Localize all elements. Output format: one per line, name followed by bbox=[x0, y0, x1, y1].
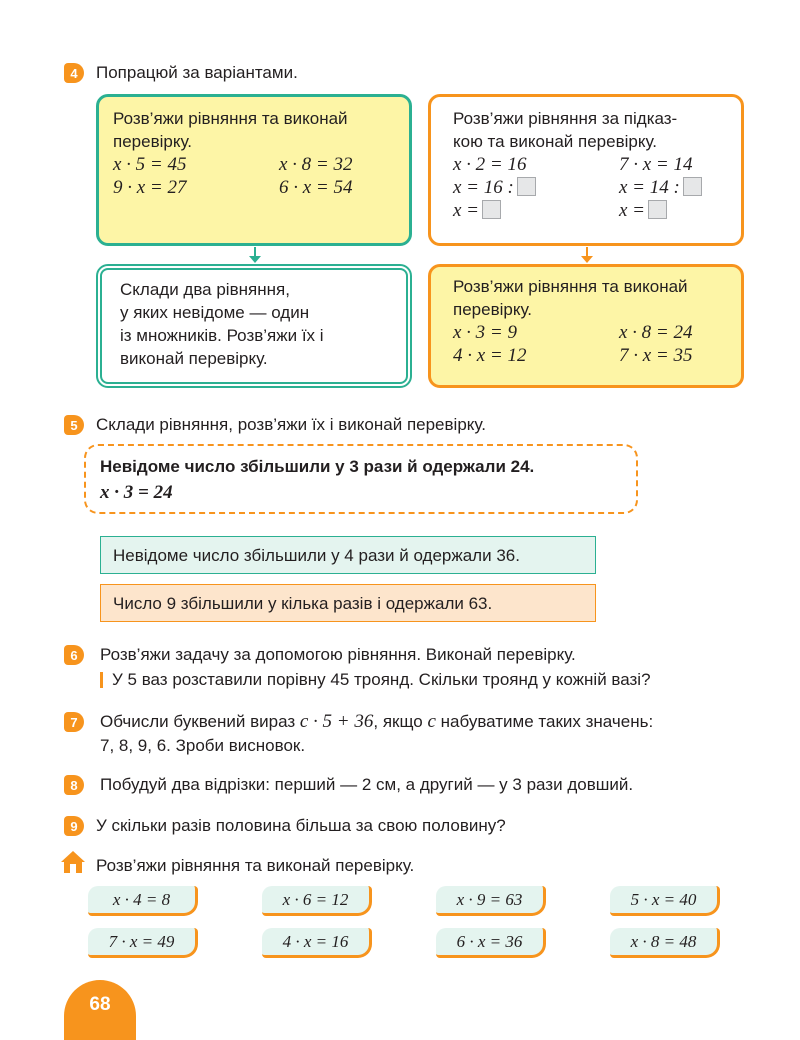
homework-equation: 6 · x = 36 bbox=[436, 928, 546, 958]
task-text: Побудуй два відрізки: перший — 2 см, а другий — у 3 рази довший. bbox=[100, 775, 634, 794]
task-number-badge: 8 bbox=[64, 775, 84, 795]
home-icon bbox=[60, 850, 86, 879]
task-text: У скільки разів половина більша за свою половину? bbox=[96, 816, 506, 835]
problem-strip-green: Невідоме число збільшили у 4 рази й одержали 36. bbox=[100, 536, 596, 574]
instruction-text: у яких невідоме — один bbox=[120, 303, 310, 322]
instruction-text: кою та виконай перевірку. bbox=[453, 132, 657, 151]
instruction-text: виконай перевірку. bbox=[120, 349, 268, 368]
homework-equation: x · 9 = 63 bbox=[436, 886, 546, 916]
example-box bbox=[84, 444, 638, 514]
homework-equation: 5 · x = 40 bbox=[610, 886, 720, 916]
instruction-text: Розв’яжи рівняння та виконай bbox=[113, 109, 348, 128]
equation: 9 · x = 27 bbox=[113, 177, 187, 198]
variant-box-teal bbox=[96, 264, 412, 388]
equation: x = bbox=[619, 200, 646, 221]
blank-square bbox=[517, 177, 536, 196]
instruction-text: перевірку. bbox=[453, 300, 532, 319]
instruction-text: Розв’яжи рівняння за підказ- bbox=[453, 109, 678, 128]
homework-equation: 7 · x = 49 bbox=[88, 928, 198, 958]
equation: 7 · x = 14 bbox=[619, 154, 693, 175]
equation: x · 3 = 9 bbox=[453, 322, 518, 343]
homework-title: Розв’яжи рівняння та виконай перевірку. bbox=[96, 856, 415, 875]
instruction-text: перевірку. bbox=[113, 132, 192, 151]
equation: x · 8 = 32 bbox=[279, 154, 353, 175]
equation: x · 5 = 45 bbox=[113, 154, 187, 175]
equation: 7 · x = 35 bbox=[619, 345, 693, 366]
page-number: 68 bbox=[89, 994, 111, 1015]
blank-square bbox=[482, 200, 501, 219]
equation: 6 · x = 54 bbox=[279, 177, 353, 198]
task-text: Обчисли буквений вираз c · 5 + 36, якщо c набуватиме таких значень: bbox=[100, 711, 654, 732]
homework-equation: 4 · x = 16 bbox=[262, 928, 372, 958]
variant-box-green bbox=[96, 94, 412, 246]
equation: x = 14 : bbox=[619, 177, 680, 198]
equation: x = 16 : bbox=[453, 177, 514, 198]
example-text: Невідоме число збільшили у 3 рази й одержали 24. bbox=[100, 457, 535, 476]
task-number-badge: 4 bbox=[64, 63, 84, 83]
homework-equation: x · 4 = 8 bbox=[88, 886, 198, 916]
task-title: Розв’яжи задачу за допомогою рівняння. Виконай перевірку. bbox=[100, 645, 576, 664]
example-equation: x · 3 = 24 bbox=[100, 482, 173, 503]
task-number-badge: 7 bbox=[64, 712, 84, 732]
equation: x = bbox=[453, 200, 480, 221]
task-number-badge: 6 bbox=[64, 645, 84, 665]
equation: x · 8 = 24 bbox=[619, 322, 693, 343]
instruction-text: Склади два рівняння, bbox=[120, 280, 290, 299]
problem-strip-orange: Число 9 збільшили у кілька разів і одержали 63. bbox=[100, 584, 596, 622]
task-number-badge-star: 9 bbox=[64, 816, 84, 836]
equation: 4 · x = 12 bbox=[453, 345, 527, 366]
variant-box-orange-hint bbox=[428, 94, 744, 246]
task-text: 7, 8, 9, 6. Зроби висновок. bbox=[100, 736, 306, 755]
problem-text: У 5 ваз розставили порівну 45 троянд. Скільки троянд у кожній вазі? bbox=[112, 670, 651, 689]
blank-square bbox=[683, 177, 702, 196]
equation: x · 2 = 16 bbox=[453, 154, 527, 175]
task-number-badge: 5 bbox=[64, 415, 84, 435]
homework-equation: x · 8 = 48 bbox=[610, 928, 720, 958]
variant-box-orange bbox=[428, 264, 744, 388]
task-title: Склади рівняння, розв’яжи їх і виконай перевірку. bbox=[96, 415, 486, 434]
instruction-text: із множників. Розв’яжи їх і bbox=[120, 326, 324, 345]
blank-square bbox=[648, 200, 667, 219]
homework-equation: x · 6 = 12 bbox=[262, 886, 372, 916]
variable: c bbox=[427, 711, 436, 732]
expression: c · 5 + 36 bbox=[299, 711, 374, 732]
instruction-text: Розв’яжи рівняння та виконай bbox=[453, 277, 688, 296]
task-title: Попрацюй за варіантами. bbox=[96, 63, 298, 82]
problem-marker bbox=[100, 672, 103, 688]
